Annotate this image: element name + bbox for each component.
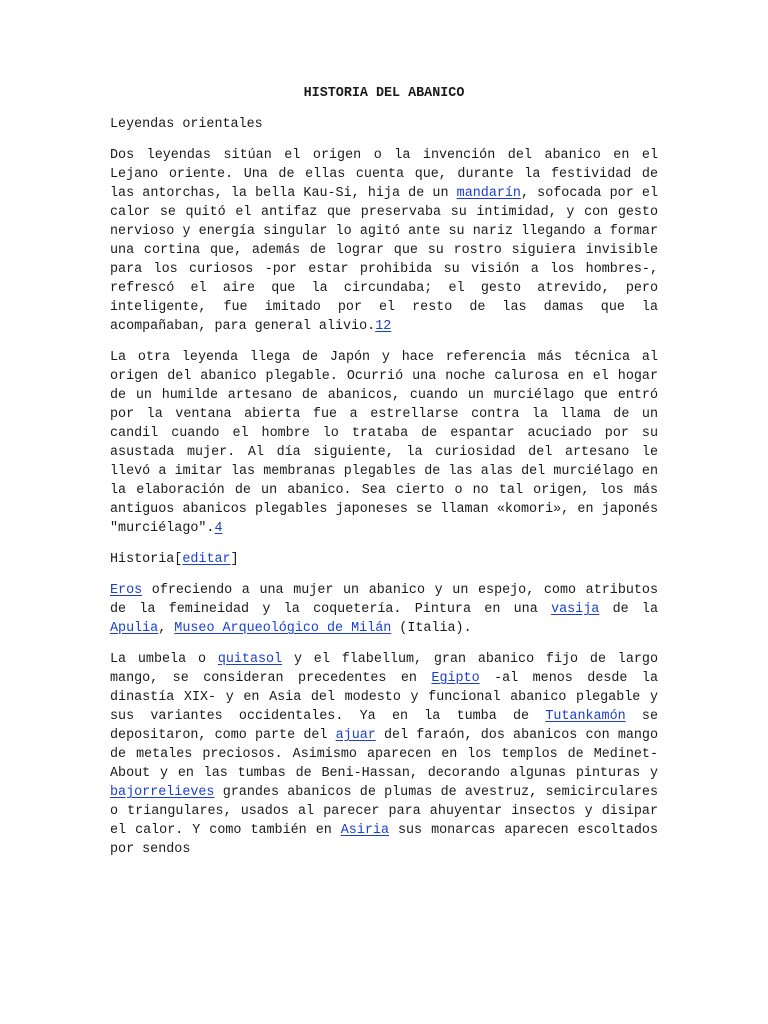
paragraph-text: se depositaron, como parte del — [110, 709, 658, 743]
reference-link-4[interactable]: 4 — [214, 521, 223, 536]
paragraph-text: grandes abanicos de plumas de avestruz, semicirculares o triangulares, usados al parecer para ahuyentar insectos y disipar el calor. Y como también en — [110, 785, 658, 838]
paragraph-text: -al menos desde la dinastía XIX- y en Asia del modesto y funcional abanico plegable y sus variantes occidentales. Ya en la tumba de — [110, 671, 658, 724]
link-quitasol[interactable]: quitasol — [217, 652, 283, 667]
document-page — [110, 84, 658, 871]
link-vasija[interactable]: vasija — [551, 602, 600, 617]
link-eros[interactable]: Eros — [110, 583, 143, 598]
paragraph-text: y el flabellum, gran abanico fijo de largo mango, se consideran precedentes en — [110, 652, 658, 686]
paragraph-text: sus monarcas aparecen escoltados por sendos — [110, 823, 658, 857]
edit-link[interactable]: editar — [182, 552, 231, 567]
section-heading-historia — [110, 550, 658, 569]
reference-link-12[interactable]: 12 — [375, 319, 392, 334]
section-heading-text: Historia — [110, 552, 175, 567]
paragraph-text: del faraón, dos abanicos con mango de metales preciosos. Asimismo aparecen en los templos de Medinet-About y en las tumbas de Beni-Hassan, decorando algunas pinturas y — [110, 728, 658, 781]
document-title: HISTORIA DEL ABANICO — [303, 86, 465, 101]
link-bajorrelieves[interactable]: bajorrelieves — [110, 785, 215, 800]
paragraph-umbela — [110, 650, 658, 859]
section-heading-leyendas: Leyendas orientales — [110, 117, 263, 132]
link-tutankamon[interactable]: Tutankamón — [545, 709, 626, 724]
link-mandarin[interactable]: mandarín — [456, 186, 521, 201]
paragraph-text: La umbela o — [110, 652, 218, 667]
link-asiria[interactable]: Asiria — [340, 823, 389, 838]
paragraph-text: , — [158, 621, 175, 636]
bracket-open: [ — [174, 552, 183, 567]
paragraph-text: , sofocada por el calor se quitó el antifaz que preservaba su intimidad, y con gesto nervioso y energía singular lo agitó ante su nariz llegando a formar una cortina que, además de lograr que su rostro siguiera invisible para los curiosos -por estar prohibida su visión a los hombres-, refrescó el aire que la circundaba; el gesto atrevido, pero inteligente, fue imitado por el resto de las damas que la acompañaban, para general alivio. — [110, 186, 658, 334]
paragraph-text: La otra leyenda llega de Japón y hace referencia más técnica al origen del abanico plegable. Ocurrió una noche calurosa en el hogar de un humilde artesano de abanicos, cuando un murciélago que entró por la ventana abierta fue a estrellarse contra la llama de un candil cuando el hombre lo trataba de espantar acuciado por su asustada mujer. Al día siguiente, la curiosidad del artesano le llevó a imitar las membranas plegables de las alas del murciélago en la elaboración de un abanico. Sea cierto o no tal origen, los más antiguos abanicos plegables japoneses se llaman «komori», en japonés "murciélago". — [110, 350, 658, 536]
paragraph-text: de la — [599, 602, 659, 617]
link-apulia[interactable]: Apulia — [110, 621, 159, 636]
paragraph-legend-japan — [110, 348, 658, 538]
link-egipto[interactable]: Egipto — [431, 671, 480, 686]
link-ajuar[interactable]: ajuar — [335, 728, 376, 743]
paragraph-text: Dos leyendas sitúan el origen o la invención del abanico en el Lejano oriente. Una de ellas cuenta que, durante la festividad de las antorchas, la bella Kau-Si, hija de un — [110, 148, 658, 201]
link-museo-arqueologico[interactable]: Museo Arqueológico de Milán — [174, 621, 392, 636]
paragraph-legend-china — [110, 146, 658, 336]
paragraph-text: (Italia). — [391, 621, 472, 636]
paragraph-eros-caption — [110, 581, 658, 638]
paragraph-text: ofreciendo a una mujer un abanico y un espejo, como atributos de la femineidad y la coquetería. Pintura en una — [110, 583, 658, 617]
bracket-close: ] — [230, 552, 239, 567]
